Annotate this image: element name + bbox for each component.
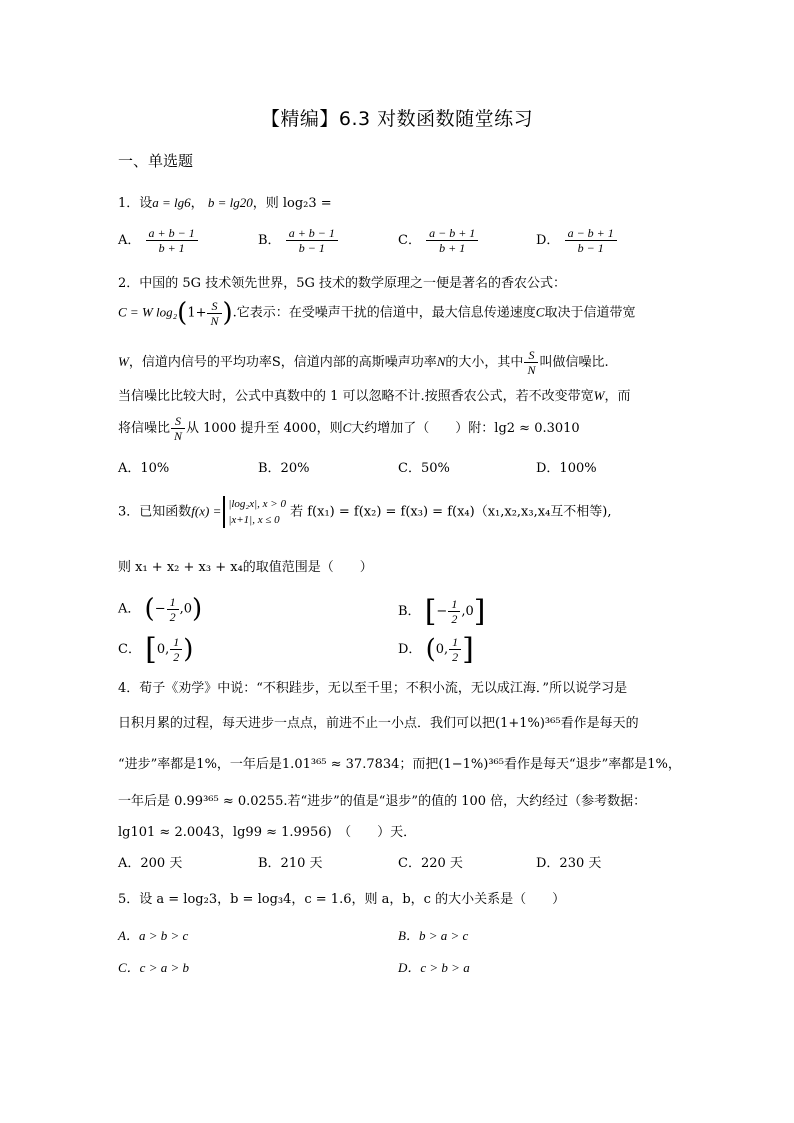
question-4-line-2: 日积月累的过程，每天进步一点点，前进不止一小点．我们可以把(1+1%)³⁶⁵看作是每天的 (118, 716, 639, 731)
question-1-option-d[interactable]: D． $\frac{a - b + 1}{b - 1}$ (536, 226, 618, 255)
question-1-stem: 1．设a = lg6， b = lg20，则 log₂3 = (118, 195, 332, 211)
question-2-option-c[interactable]: C．50% (398, 461, 450, 476)
question-4-line-4: 一年后是 0.99³⁶⁵ ≈ 0.0255.若“进步”的值是“退步”的值的 100 倍，大约经过（参考数据： (118, 794, 647, 809)
question-2-line-2: C = W log₂(1+ $\frac{S}{N}$ ).它表示：在受噪声干扰的信道中，最大信息传递速度C取决于信道带宽 (118, 298, 636, 328)
section-heading: 一、单选题 (118, 152, 194, 170)
question-1-option-c[interactable]: C． $\frac{a - b + 1}{b + 1}$ (398, 226, 479, 255)
question-2-option-b[interactable]: B．20% (258, 461, 310, 476)
question-1-option-b[interactable]: B． $\frac{a + b - 1}{b - 1}$ (258, 226, 339, 255)
question-4-option-d[interactable]: D．230 天 (536, 856, 602, 871)
question-5-stem: 5．设 a = log₂3，b = log₃4，c = 1.6，则 a，b，c 的大小关系是（ ） (118, 892, 566, 907)
question-3-option-c[interactable]: C． [0, $\frac{1}{2}$ ) (118, 632, 194, 667)
question-4-option-b[interactable]: B．210 天 (258, 856, 323, 871)
question-5-option-c[interactable]: C．c > a > b (118, 960, 189, 975)
question-2-line-1: 2．中国的 5G 技术领先世界，5G 技术的数学原理之一便是著名的香农公式： (118, 276, 566, 291)
question-3-line-2: 则 x₁ + x₂ + x₃ + x₄的取值范围是（ ） (118, 560, 373, 575)
question-5-option-d[interactable]: D．c > b > a (398, 960, 470, 975)
question-2-option-d[interactable]: D．100% (536, 461, 597, 476)
question-5-option-a[interactable]: A．a > b > c (118, 928, 189, 943)
question-5-option-b[interactable]: B．b > a > c (398, 928, 469, 943)
question-1-option-a[interactable]: A． $\frac{a + b - 1}{b + 1}$ (118, 226, 199, 255)
question-4-option-a[interactable]: A．200 天 (118, 856, 183, 871)
question-4-line-1: 4．荀子《劝学》中说：“不积跬步，无以至千里；不积小流，无以成江海．”所以说学习是 (118, 681, 628, 696)
question-2-line-5: 将信噪比 $\frac{S}{N}$ 从 1000 提升至 4000，则C大约增加了（ ）附：lg2 ≈ 0.3010 (118, 414, 580, 443)
question-4-option-c[interactable]: C．220 天 (398, 856, 463, 871)
question-2-line-3: W，信道内信号的平均功率S，信道内部的高斯噪声功率N的大小，其中 $\frac{S}{N}$ 叫做信噪比. (118, 348, 609, 377)
question-4-line-3: “进步”率都是1%，一年后是1.01³⁶⁵ ≈ 37.7834；而把(1−1%)³⁶⁵看作是每天“退步”率都是1%， (118, 757, 681, 772)
page-title: 【精编】6.3 对数函数随堂练习 (260, 108, 534, 130)
question-3-stem: 3．已知函数f(x) = |log₂x|, x > 0 |x+1|, x ≤ 0 若 f(x₁) = f(x₂) = f(x₃) = f(x₄)（x₁,x₂,x₃,x₄互不相等), (118, 498, 612, 526)
question-3-option-a[interactable]: A． (− $\frac{1}{2}$ ,0) (118, 594, 203, 624)
question-2-line-4: 当信噪比比较大时，公式中真数中的 1 可以忽略不计.按照香农公式，若不改变带宽W，而 (118, 388, 631, 404)
question-4-line-5: lg101 ≈ 2.0043，lg99 ≈ 1.9956) （ ）天． (118, 825, 417, 840)
question-2-option-a[interactable]: A．10% (118, 461, 170, 476)
question-3-option-b[interactable]: B． [− $\frac{1}{2}$ ,0] (398, 594, 486, 629)
question-3-option-d[interactable]: D． (0, $\frac{1}{2}$ ] (398, 632, 474, 667)
piecewise-definition: |log₂x|, x > 0 |x+1|, x ≤ 0 (223, 496, 286, 528)
